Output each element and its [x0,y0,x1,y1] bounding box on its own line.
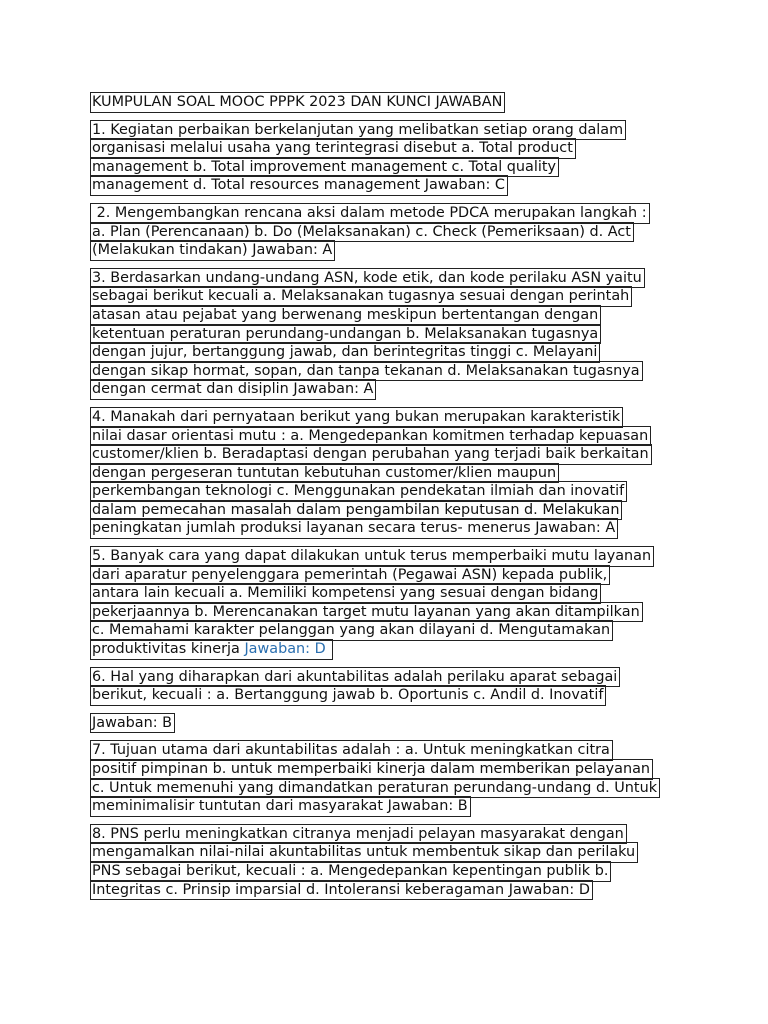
text-line: a. Plan (Perencanaan) b. Do (Melaksanakan) c. Check (Pemeriksaan) d. Act [90,222,634,243]
text-line: 3. Berdasarkan undang-undang ASN, kode etik, dan kode perilaku ASN yaitu [90,268,645,289]
question-7 [90,741,680,815]
text-line: 4. Manakah dari pernyataan berikut yang bukan merupakan karakteristik [90,407,623,428]
text-line: 7. Tujuan utama dari akuntabilitas adalah : a. Untuk meningkatkan citra [90,740,613,761]
text-line: dengan pergeseran tuntutan kebutuhan customer/klien maupun [90,463,559,484]
title-line: KUMPULAN SOAL MOOC PPPK 2023 DAN KUNCI JAWABAN [90,92,505,113]
text-line: 5. Banyak cara yang dapat dilakukan untuk terus memperbaiki mutu layanan [90,546,654,567]
text-line: Jawaban: B [90,713,175,734]
text-line: 6. Hal yang diharapkan dari akuntabilitas adalah perilaku aparat sebagai [90,667,620,688]
text-line: 8. PNS perlu meningkatkan citranya menjadi pelayan masyarakat dengan [90,824,627,845]
question-3 [90,269,680,399]
text-line: berikut, kecuali : a. Bertanggung jawab b. Oportunis c. Andil d. Inovatif [90,685,606,706]
text-line: dalam pemecahan masalah dalam pengambilan keputusan d. Melakukan [90,500,622,521]
text-line: positif pimpinan b. untuk memperbaiki kinerja dalam memberikan pelayanan [90,759,653,780]
text-line: sebagai berikut kecuali a. Melaksanakan tugasnya sesuai dengan perintah [90,286,632,307]
question-2 [90,204,680,260]
document-page [90,93,680,908]
text-line: c. Memahami karakter pelanggan yang akan dilayani d. Mengutamakan [90,620,613,641]
answer-6 [90,714,680,733]
text-line: meminimalisir tuntutan dari masyarakat Jawaban: B [90,796,471,817]
text-line: pekerjaannya b. Merencanakan target mutu layanan yang akan ditampilkan [90,602,643,623]
text-line: dengan cermat dan disiplin Jawaban: A [90,379,376,400]
answer-link[interactable]: Jawaban: D [244,641,326,658]
text-line: management b. Total improvement management c. Total quality [90,157,559,178]
document-title [90,93,680,112]
text-segment: produktivitas kinerja [92,641,245,658]
text-line: 2. Mengembangkan rencana aksi dalam metode PDCA merupakan langkah : [90,203,650,224]
text-line-with-link [90,639,333,660]
question-6 [90,668,680,705]
text-line: peningkatan jumlah produksi layanan secara terus- menerus Jawaban: A [90,518,618,539]
text-line: nilai dasar orientasi mutu : a. Mengedepankan komitmen terhadap kepuasan [90,426,651,447]
text-line: 1. Kegiatan perbaikan berkelanjutan yang melibatkan setiap orang dalam [90,120,626,141]
text-line: Integritas c. Prinsip imparsial d. Intoleransi keberagaman Jawaban: D [90,880,593,901]
text-line: antara lain kecuali a. Memiliki kompetensi yang sesuai dengan bidang [90,583,601,604]
text-line: perkembangan teknologi c. Menggunakan pendekatan ilmiah dan inovatif [90,481,627,502]
text-line: c. Untuk memenuhi yang dimandatkan peraturan perundang-undang d. Untuk [90,778,660,799]
text-line: (Melakukan tindakan) Jawaban: A [90,240,335,261]
text-line: customer/klien b. Beradaptasi dengan perubahan yang terjadi baik berkaitan [90,444,652,465]
text-line: organisasi melalui usaha yang terintegrasi disebut a. Total product [90,138,576,159]
text-line: ketentuan peraturan perundang-undangan b. Melaksanakan tugasnya [90,324,601,345]
text-line: management d. Total resources management Jawaban: C [90,175,508,196]
text-line: dengan jujur, bertanggung jawab, dan berintegritas tinggi c. Melayani [90,342,600,363]
question-8 [90,825,680,899]
text-line: PNS sebagai berikut, kecuali : a. Mengedepankan kepentingan publik b. [90,861,611,882]
text-line: mengamalkan nilai-nilai akuntabilitas untuk membentuk sikap dan perilaku [90,842,638,863]
question-4 [90,408,680,538]
question-5 [90,547,680,659]
question-1 [90,121,680,195]
text-line: dengan sikap hormat, sopan, dan tanpa tekanan d. Melaksanakan tugasnya [90,361,643,382]
text-line: atasan atau pejabat yang berwenang meskipun bertentangan dengan [90,305,601,326]
text-line: dari aparatur penyelenggara pemerintah (Pegawai ASN) kepada publik, [90,565,610,586]
